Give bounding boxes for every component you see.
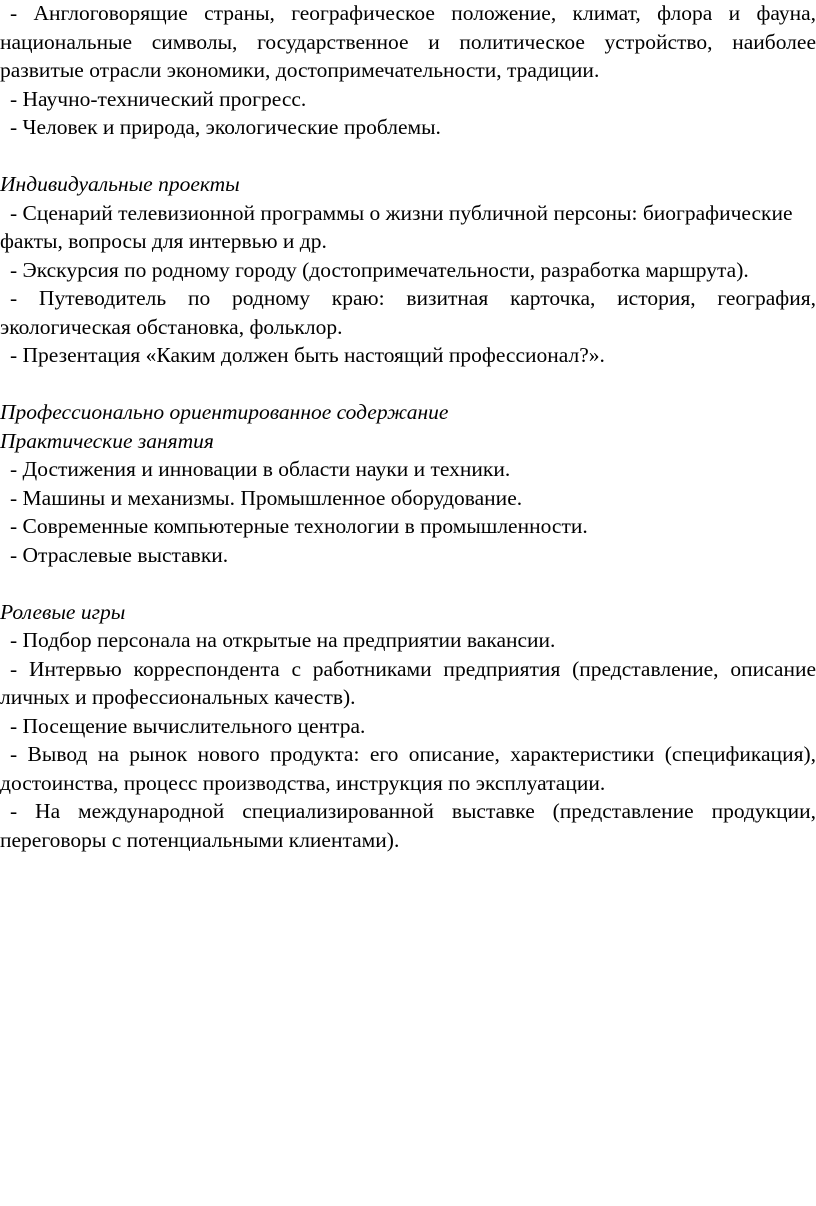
spacer (0, 569, 816, 598)
spacer (0, 142, 816, 171)
section-heading-individual-projects: Индивидуальные проекты (0, 172, 240, 196)
list-item: - Человек и природа, экологические проблемы. (10, 115, 441, 139)
list-item: - Посещение вычислительного центра. (10, 713, 366, 738)
list-item: - Машины и механизмы. Промышленное оборудование. (10, 485, 523, 510)
spacer (0, 370, 816, 399)
list-item: - Презентация «Каким должен быть настоящий профессионал?». (10, 343, 605, 367)
list-item: - Экскурсия по родному городу (достопримечательности, разработка маршрута). (10, 257, 749, 282)
list-item: - Отраслевые выставки. (10, 542, 229, 567)
subheading-practical: Практические занятия (0, 428, 214, 453)
list-item (0, 199, 816, 228)
section-heading-professional: Профессионально ориентированное содержание (0, 400, 449, 424)
list-item: - Вывод на рынок нового продукта: его описание, характеристики (спецификация), достоинства, процесс производства, инструкция по эксплуатации. (0, 742, 816, 795)
list-item-continuation: факты, вопросы для интервью и др. (0, 229, 327, 253)
section-heading-roleplay: Ролевые игры (0, 599, 126, 624)
list-item: - Подбор персонала на открытые на предприятии вакансии. (10, 628, 556, 652)
list-item: - Современные компьютерные технологии в промышленности. (10, 514, 588, 538)
list-item: - Достижения и инновации в области науки и техники. (10, 457, 511, 481)
list-item-line: - Сценарий телевизионной программы о жизни публичной персоны: биографические (10, 200, 793, 225)
list-item: - Путеводитель по родному краю: визитная карточка, история, география, экологическая обстановка, фольклор. (0, 286, 816, 339)
list-item: - Научно-технический прогресс. (10, 86, 307, 111)
list-item: - Интервью корреспондента с работниками предприятия (представление, описание личных и профессиональных качеств). (0, 656, 816, 709)
list-item: - Англоговорящие страны, географическое положение, климат, флора и фауна, национальные символы, государственное и политическое устройство, наиболее развитые отрасли экономики, достопримечательности, традиции. (0, 1, 816, 82)
list-item: - На международной специализированной выставке (представление продукции, переговоры с потенциальными клиентами). (0, 799, 816, 852)
